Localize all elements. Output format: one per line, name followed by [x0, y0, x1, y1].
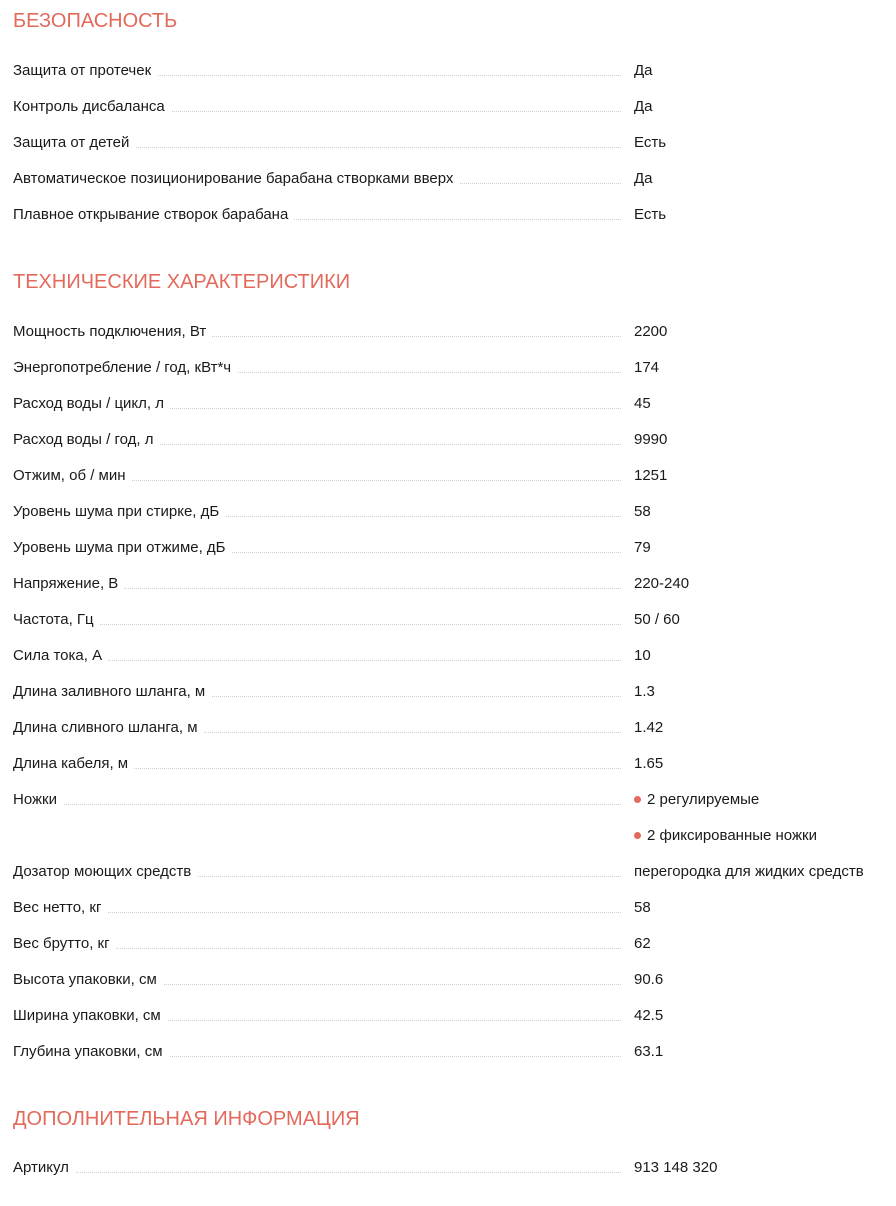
- spec-label: Расход воды / год, л: [13, 422, 159, 458]
- spec-value: 50 / 60: [634, 611, 680, 628]
- spec-list: [13, 1150, 889, 1186]
- spec-value: 1.42: [634, 719, 664, 736]
- spec-value: Да: [634, 170, 653, 187]
- spec-value: 2 фиксированные ножки: [647, 827, 817, 844]
- spec-label: Длина заливного шланга, м: [13, 674, 211, 710]
- spec-row: [13, 890, 889, 926]
- spec-label: Артикул: [13, 1150, 75, 1186]
- spec-row: [13, 53, 889, 89]
- section-title: ТЕХНИЧЕСКИЕ ХАРАКТЕРИСТИКИ: [13, 271, 351, 293]
- spec-row: [13, 998, 889, 1034]
- spec-row: [13, 926, 889, 962]
- spec-value: 1.3: [634, 683, 655, 700]
- spec-label: Защита от протечек: [13, 53, 157, 89]
- spec-value: 9990: [634, 431, 668, 448]
- spec-row: [13, 161, 889, 197]
- spec-label: Уровень шума при стирке, дБ: [13, 494, 225, 530]
- bullet-icon: [634, 832, 641, 839]
- spec-row: [13, 566, 889, 602]
- spec-value: 174: [634, 359, 660, 376]
- spec-row: [13, 197, 889, 233]
- spec-label: Ширина упаковки, см: [13, 998, 167, 1034]
- spec-label: Ножки: [13, 782, 63, 818]
- spec-value: перегородка для жидких средств: [634, 863, 864, 880]
- section-title: ДОПОЛНИТЕЛЬНАЯ ИНФОРМАЦИЯ: [13, 1108, 360, 1130]
- spec-row: [13, 314, 889, 350]
- spec-value: 90.6: [634, 971, 664, 988]
- spec-label: Глубина упаковки, см: [13, 1034, 169, 1070]
- spec-value: 913 148 320: [634, 1159, 718, 1176]
- spec-row: [13, 638, 889, 674]
- spec-label: Автоматическое позиционирование барабана створками вверх: [13, 161, 459, 197]
- spec-value: Да: [634, 62, 653, 79]
- spec-row: [13, 125, 889, 161]
- spec-label: Частота, Гц: [13, 602, 100, 638]
- spec-row: [13, 782, 889, 818]
- spec-value: Есть: [634, 206, 667, 223]
- spec-row: [13, 422, 889, 458]
- spec-value: 220-240: [634, 575, 690, 592]
- spec-row: [13, 674, 889, 710]
- spec-row: [13, 89, 889, 125]
- spec-label: Длина сливного шланга, м: [13, 710, 204, 746]
- spec-value: 10: [634, 647, 651, 664]
- spec-row: [13, 494, 889, 530]
- spec-row: [13, 602, 889, 638]
- spec-value: 1251: [634, 467, 668, 484]
- spec-label: Дозатор моющих средств: [13, 854, 197, 890]
- spec-label: Уровень шума при отжиме, дБ: [13, 530, 232, 566]
- spec-row: [13, 818, 889, 854]
- spec-row: [13, 962, 889, 998]
- spec-row: [13, 1034, 889, 1070]
- spec-value-list-item: [634, 782, 759, 818]
- spec-value: 58: [634, 503, 651, 520]
- spec-list: [13, 53, 889, 233]
- spec-row: [13, 746, 889, 782]
- spec-value: 63.1: [634, 1043, 664, 1060]
- spec-label: Высота упаковки, см: [13, 962, 163, 998]
- spec-row: [13, 854, 889, 890]
- spec-label: Расход воды / цикл, л: [13, 386, 170, 422]
- spec-label: Контроль дисбаланса: [13, 89, 171, 125]
- spec-label: Вес брутто, кг: [13, 926, 116, 962]
- spec-value: Есть: [634, 134, 667, 151]
- spec-value: 42.5: [634, 1007, 664, 1024]
- spec-row: [13, 530, 889, 566]
- section-title: БЕЗОПАСНОСТЬ: [13, 10, 178, 32]
- spec-value-list-item: [634, 818, 817, 854]
- spec-label: Мощность подключения, Вт: [13, 314, 212, 350]
- spec-value: 1.65: [634, 755, 664, 772]
- spec-value: 58: [634, 899, 651, 916]
- spec-row: [13, 710, 889, 746]
- leader-dots: [13, 624, 621, 625]
- spec-value: 62: [634, 935, 651, 952]
- spec-value: 45: [634, 395, 651, 412]
- spec-row: [13, 386, 889, 422]
- spec-label: Сила тока, А: [13, 638, 108, 674]
- spec-row: [13, 1150, 889, 1186]
- spec-value: 79: [634, 539, 651, 556]
- spec-row: [13, 350, 889, 386]
- spec-label: Энергопотребление / год, кВт*ч: [13, 350, 237, 386]
- spec-label: Напряжение, В: [13, 566, 124, 602]
- spec-label: Отжим, об / мин: [13, 458, 132, 494]
- bullet-icon: [634, 796, 641, 803]
- spec-value: Да: [634, 98, 653, 115]
- spec-row: [13, 458, 889, 494]
- spec-value: 2200: [634, 323, 668, 340]
- spec-list: [13, 314, 889, 1070]
- spec-label: Плавное открывание створок барабана: [13, 197, 294, 233]
- leader-dots: [13, 1172, 621, 1173]
- spec-value: 2 регулируемые: [647, 791, 760, 808]
- spec-label: Защита от детей: [13, 125, 135, 161]
- spec-label: Вес нетто, кг: [13, 890, 107, 926]
- spec-label: Длина кабеля, м: [13, 746, 134, 782]
- leader-dots: [13, 804, 621, 805]
